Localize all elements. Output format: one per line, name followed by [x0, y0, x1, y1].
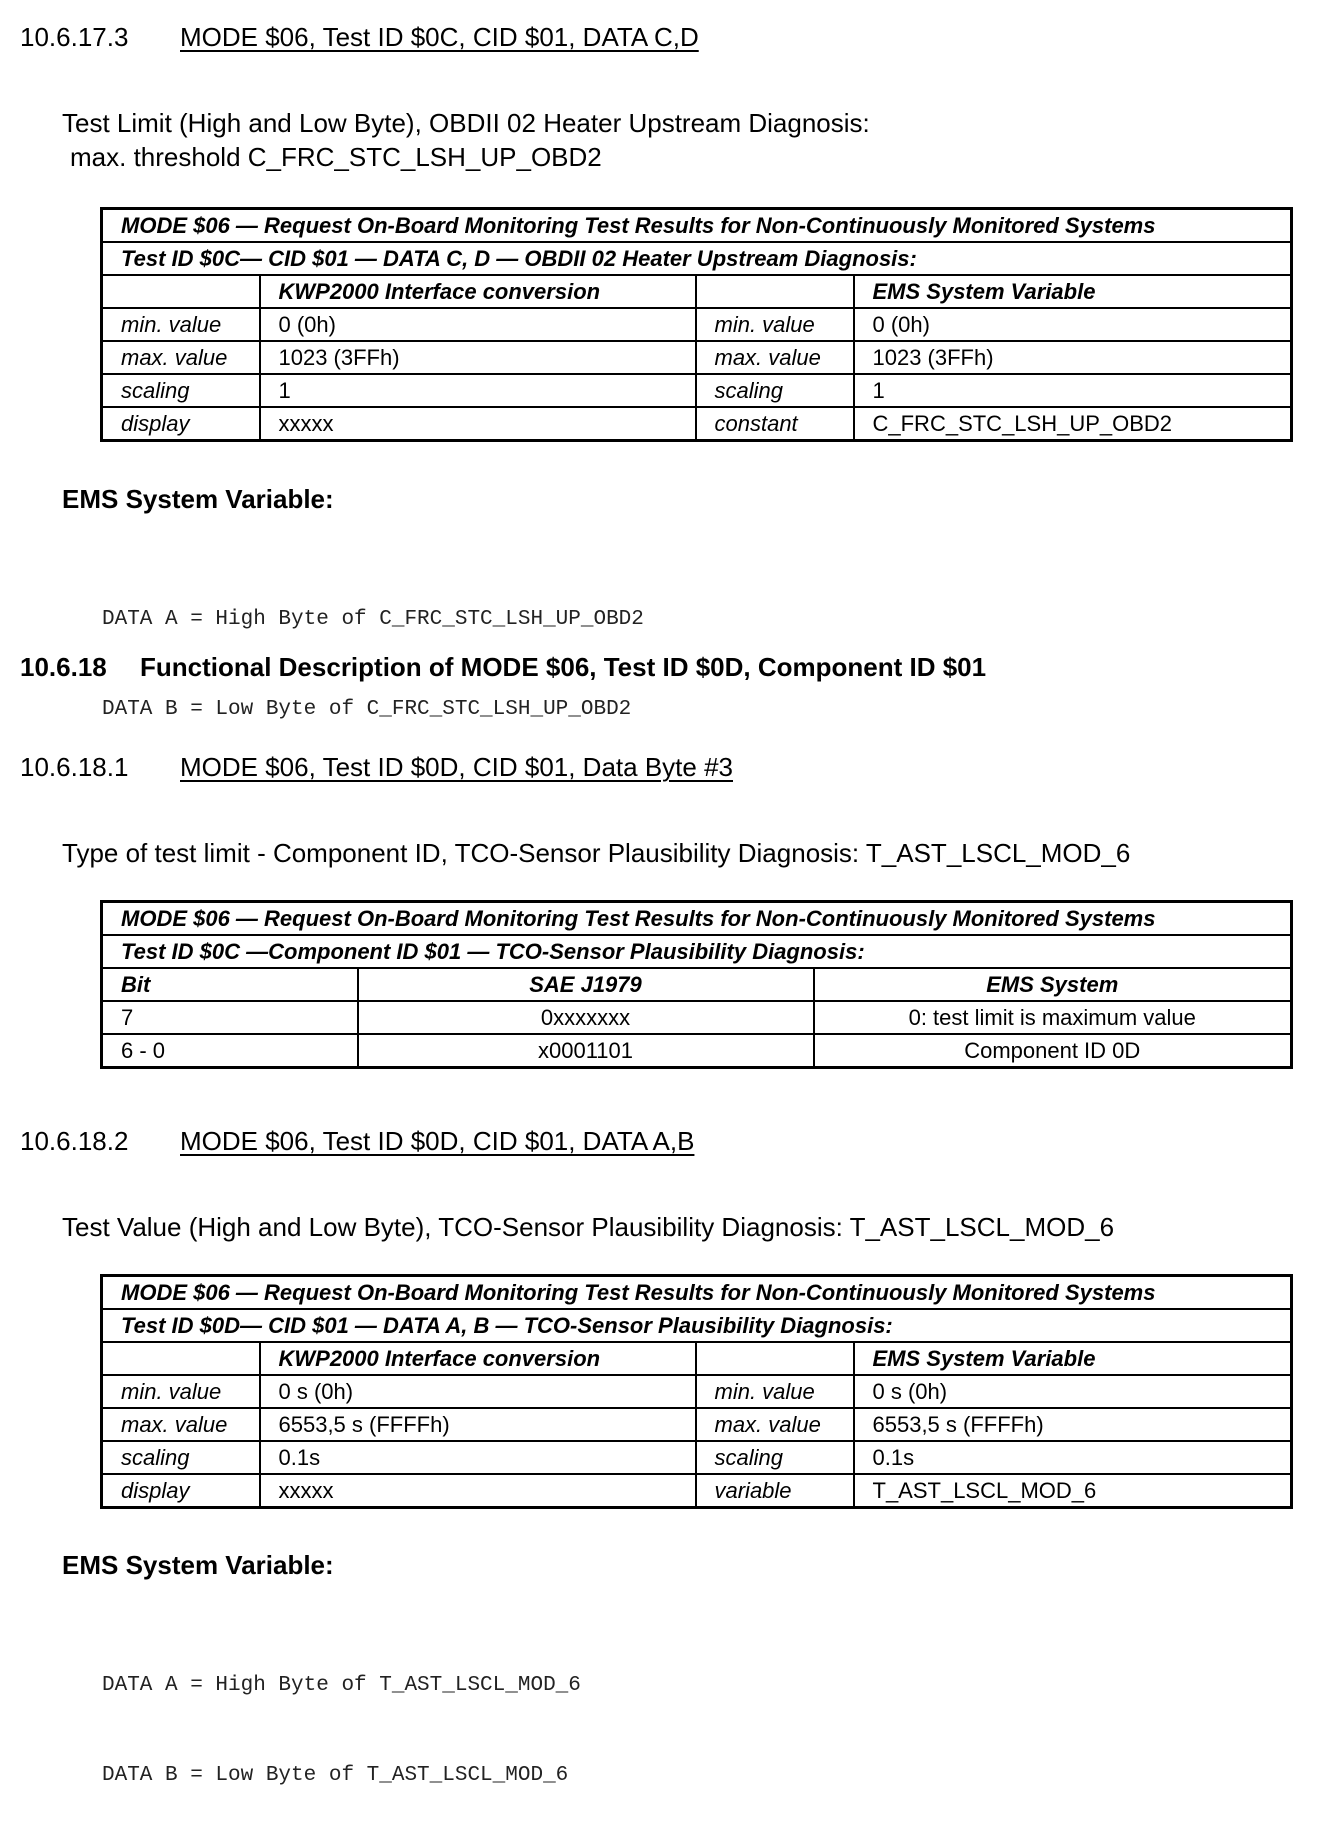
- ems-variable-heading: EMS System Variable:: [62, 484, 334, 514]
- row-value: 1: [854, 374, 1292, 407]
- section-description: Type of test limit - Component ID, TCO-Sensor Plausibility Diagnosis: T_AST_LSCL_MOD_6: [62, 838, 1131, 868]
- section-description: Test Value (High and Low Byte), TCO-Sensor Plausibility Diagnosis: T_AST_LSCL_MOD_6: [62, 1212, 1115, 1242]
- code-line: DATA B = Low Byte of T_AST_LSCL_MOD_6: [102, 1764, 569, 1787]
- section-title: Functional Description of MODE $06, Test ID $0D, Component ID $01: [140, 652, 987, 682]
- bit-cell: 7: [102, 1001, 358, 1034]
- table-header-test: Test ID $0C —Component ID $01 — TCO-Sensor Plausibility Diagnosis:: [102, 935, 1292, 968]
- row-label: scaling: [696, 1441, 854, 1474]
- row-label: min. value: [696, 1375, 854, 1408]
- empty-cell: [696, 1342, 854, 1375]
- empty-cell: [102, 275, 260, 308]
- row-value: 6553,5 s (FFFFh): [854, 1408, 1292, 1441]
- code-block: [102, 1611, 581, 1821]
- table-row: [102, 1375, 1292, 1408]
- description-line: Test Limit (High and Low Byte), OBDII 02 Heater Upstream Diagnosis:: [62, 108, 870, 138]
- spec-table-test-value: [100, 1274, 1293, 1509]
- row-label: min. value: [102, 1375, 260, 1408]
- row-value: T_AST_LSCL_MOD_6: [854, 1474, 1292, 1508]
- code-line: DATA A = High Byte of T_AST_LSCL_MOD_6: [102, 1674, 581, 1697]
- section-title: MODE $06, Test ID $0D, CID $01, DATA A,B: [180, 1126, 695, 1156]
- row-label: variable: [696, 1474, 854, 1508]
- row-value: 0 s (0h): [854, 1375, 1292, 1408]
- row-value: 1: [260, 374, 696, 407]
- row-label: scaling: [102, 374, 260, 407]
- spec-table-test-limit: [100, 207, 1293, 442]
- row-value: 0 (0h): [854, 308, 1292, 341]
- row-label: min. value: [696, 308, 854, 341]
- section-number: 10.6.18.1: [20, 752, 129, 782]
- code-line: DATA B = Low Byte of C_FRC_STC_LSH_UP_OBD2: [102, 698, 632, 721]
- ems-cell: 0: test limit is maximum value: [814, 1001, 1292, 1034]
- row-label: max. value: [696, 341, 854, 374]
- table-row: [102, 308, 1292, 341]
- column-header-kwp: KWP2000 Interface conversion: [260, 1342, 696, 1375]
- empty-cell: [102, 1342, 260, 1375]
- row-label: max. value: [102, 341, 260, 374]
- table-row: [102, 1001, 1292, 1034]
- section-title: MODE $06, Test ID $0D, CID $01, Data Byte #3: [180, 752, 733, 782]
- table-row: [102, 1408, 1292, 1441]
- row-value: 0.1s: [854, 1441, 1292, 1474]
- row-value: 6553,5 s (FFFFh): [260, 1408, 696, 1441]
- empty-cell: [696, 275, 854, 308]
- table-row: [102, 374, 1292, 407]
- code-block: [102, 545, 644, 755]
- row-label: max. value: [102, 1408, 260, 1441]
- row-label: scaling: [696, 374, 854, 407]
- row-label: display: [102, 1474, 260, 1508]
- table-row: [102, 1034, 1292, 1068]
- column-header-kwp: KWP2000 Interface conversion: [260, 275, 696, 308]
- section-number: 10.6.18: [20, 652, 107, 682]
- table-header-test: Test ID $0C— CID $01 — DATA C, D — OBDII 02 Heater Upstream Diagnosis:: [102, 242, 1292, 275]
- row-label: max. value: [696, 1408, 854, 1441]
- ems-variable-heading: EMS System Variable:: [62, 1550, 334, 1580]
- table-row: [102, 341, 1292, 374]
- table-row: [102, 1441, 1292, 1474]
- sae-cell: x0001101: [358, 1034, 814, 1068]
- section-number: 10.6.17.3: [20, 22, 129, 52]
- code-line: DATA A = High Byte of C_FRC_STC_LSH_UP_OBD2: [102, 608, 644, 631]
- table-header-mode: MODE $06 — Request On-Board Monitoring Test Results for Non-Continuously Monitored Systems: [102, 1276, 1292, 1310]
- column-header-ems: EMS System Variable: [854, 275, 1292, 308]
- section-description: [62, 106, 870, 174]
- column-header-ems: EMS System Variable: [854, 1342, 1292, 1375]
- row-value: 1023 (3FFh): [260, 341, 696, 374]
- table-header-mode: MODE $06 — Request On-Board Monitoring Test Results for Non-Continuously Monitored Systems: [102, 209, 1292, 243]
- row-value: 0 (0h): [260, 308, 696, 341]
- spec-table-bit-layout: [100, 900, 1293, 1069]
- row-value: 0 s (0h): [260, 1375, 696, 1408]
- section-heading-10-6-18-1: [20, 752, 733, 783]
- column-header-ems: EMS System: [814, 968, 1292, 1001]
- row-label: min. value: [102, 308, 260, 341]
- row-value: 0.1s: [260, 1441, 696, 1474]
- row-value: xxxxx: [260, 407, 696, 441]
- row-value: xxxxx: [260, 1474, 696, 1508]
- row-value: C_FRC_STC_LSH_UP_OBD2: [854, 407, 1292, 441]
- section-title: MODE $06, Test ID $0C, CID $01, DATA C,D: [180, 22, 699, 52]
- sae-cell: 0xxxxxxx: [358, 1001, 814, 1034]
- ems-cell: Component ID 0D: [814, 1034, 1292, 1068]
- column-header-sae: SAE J1979: [358, 968, 814, 1001]
- row-label: constant: [696, 407, 854, 441]
- description-line: max. threshold C_FRC_STC_LSH_UP_OBD2: [70, 142, 602, 172]
- section-heading-10-6-17-3: [20, 22, 699, 53]
- row-label: display: [102, 407, 260, 441]
- bit-cell: 6 - 0: [102, 1034, 358, 1068]
- table-header-mode: MODE $06 — Request On-Board Monitoring Test Results for Non-Continuously Monitored Systems: [102, 902, 1292, 936]
- section-number: 10.6.18.2: [20, 1126, 129, 1156]
- section-heading-10-6-18-2: [20, 1126, 694, 1157]
- section-heading-10-6-18: [20, 652, 986, 683]
- table-header-test: Test ID $0D— CID $01 — DATA A, B — TCO-Sensor Plausibility Diagnosis:: [102, 1309, 1292, 1342]
- column-header-bit: Bit: [102, 968, 358, 1001]
- table-row: [102, 407, 1292, 441]
- row-label: scaling: [102, 1441, 260, 1474]
- table-row: [102, 1474, 1292, 1508]
- row-value: 1023 (3FFh): [854, 341, 1292, 374]
